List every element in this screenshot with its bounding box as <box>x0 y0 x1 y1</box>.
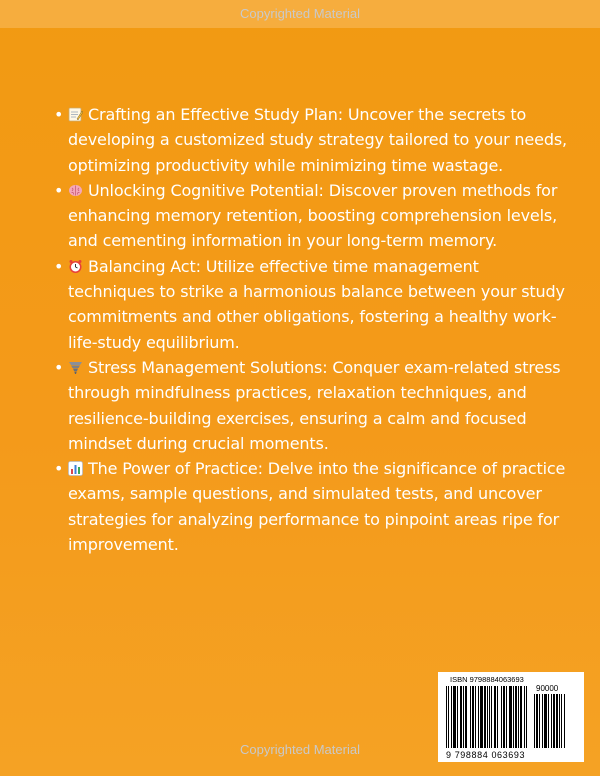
barcode-bar <box>506 686 507 748</box>
barcode-bar <box>556 694 558 748</box>
barcode-bar <box>460 686 462 748</box>
barcode-bar <box>491 686 492 748</box>
isbn-barcode <box>438 672 584 762</box>
bullet-text: Stress Management Solutions: Conquer exam-related stress through mindfulness practices, relaxation techniques, and resilience-building exercises, ensuring a calm and focused mindset during crucial moments. <box>68 357 561 453</box>
barcode-bar <box>453 686 456 748</box>
barcode-digits: 9 798884 063693 <box>446 750 526 760</box>
barcode-bar <box>448 686 449 748</box>
barcode-bar <box>564 694 565 748</box>
barcode-bar <box>544 694 547 748</box>
copyright-watermark-bottom: Copyrighted Material <box>240 742 360 757</box>
bullet-dot: • <box>54 105 64 124</box>
bullet-stress-management <box>48 355 568 456</box>
bullet-dot: • <box>54 180 64 200</box>
bullet-balancing-act <box>48 254 568 355</box>
brain-icon <box>68 183 83 198</box>
barcode-bar <box>484 686 486 748</box>
barcode-bar <box>475 686 476 748</box>
isbn-label: ISBN 9798884063693 <box>450 675 524 684</box>
bar-chart-icon <box>68 461 83 476</box>
barcode-bar <box>520 686 522 748</box>
barcode-bars <box>446 686 532 748</box>
price-code: 90000 <box>536 684 559 693</box>
barcode-addon-bars <box>534 694 576 748</box>
barcode-bar <box>551 694 552 748</box>
barcode-bar <box>509 686 512 748</box>
barcode-bar <box>463 686 464 748</box>
barcode-bar <box>446 686 447 748</box>
barcode-bar <box>534 694 535 748</box>
barcode-bar <box>494 686 496 748</box>
barcode-bar <box>526 686 527 748</box>
barcode-bar <box>561 694 562 748</box>
barcode-bar <box>503 686 505 748</box>
barcode-bar <box>497 686 498 748</box>
barcode-bar <box>518 686 519 748</box>
barcode-bar <box>472 686 474 748</box>
barcode-bar <box>513 686 514 748</box>
tornado-icon <box>68 360 83 375</box>
barcode-bar <box>465 686 467 748</box>
barcode-bar <box>515 686 517 748</box>
barcode-bar <box>457 686 458 748</box>
bullet-text: Unlocking Cognitive Potential: Discover proven methods for enhancing memory retention, boosting comprehension levels, and cementing information in your long-term memory. <box>68 180 558 251</box>
barcode-bar <box>451 686 452 748</box>
barcode-bar <box>489 686 490 748</box>
barcode-bar <box>487 686 488 748</box>
barcode-bar <box>470 686 471 748</box>
barcode-bar <box>478 686 479 748</box>
barcode-bar <box>524 686 525 748</box>
memo-icon <box>68 107 83 122</box>
bullet-study-plan <box>48 102 568 178</box>
barcode-bar <box>480 686 483 748</box>
barcode-bar <box>542 694 543 748</box>
bullet-text: The Power of Practice: Delve into the significance of practice exams, sample questions, and simulated tests, and uncover strategies for analyzing performance to pinpoint areas ripe for improvement. <box>68 459 566 555</box>
copyright-watermark-top: Copyrighted Material <box>0 0 600 28</box>
bullet-power-of-practice <box>48 456 568 557</box>
feature-bullet-list <box>48 102 568 557</box>
bullet-text: Crafting an Effective Study Plan: Uncover the secrets to developing a customized study strategy tailored to your needs, optimizing productivity while minimizing time wastage. <box>68 105 567 175</box>
bullet-dot: • <box>54 459 64 479</box>
barcode-bar <box>553 694 555 748</box>
bullet-text: Balancing Act: Utilize effective time management techniques to strike a harmonious balance between your study commitments and other obligations, fostering a healthy work-life-study equilibrium. <box>68 256 565 352</box>
barcode-bar <box>548 694 549 748</box>
alarm-clock-icon <box>68 259 83 274</box>
barcode-bar <box>501 686 502 748</box>
bullet-dot: • <box>54 256 64 276</box>
barcode-bar <box>539 694 540 748</box>
barcode-bar <box>536 694 538 748</box>
bullet-cognitive-potential <box>48 178 568 254</box>
bullet-dot: • <box>54 357 64 377</box>
barcode-bar <box>559 694 560 748</box>
